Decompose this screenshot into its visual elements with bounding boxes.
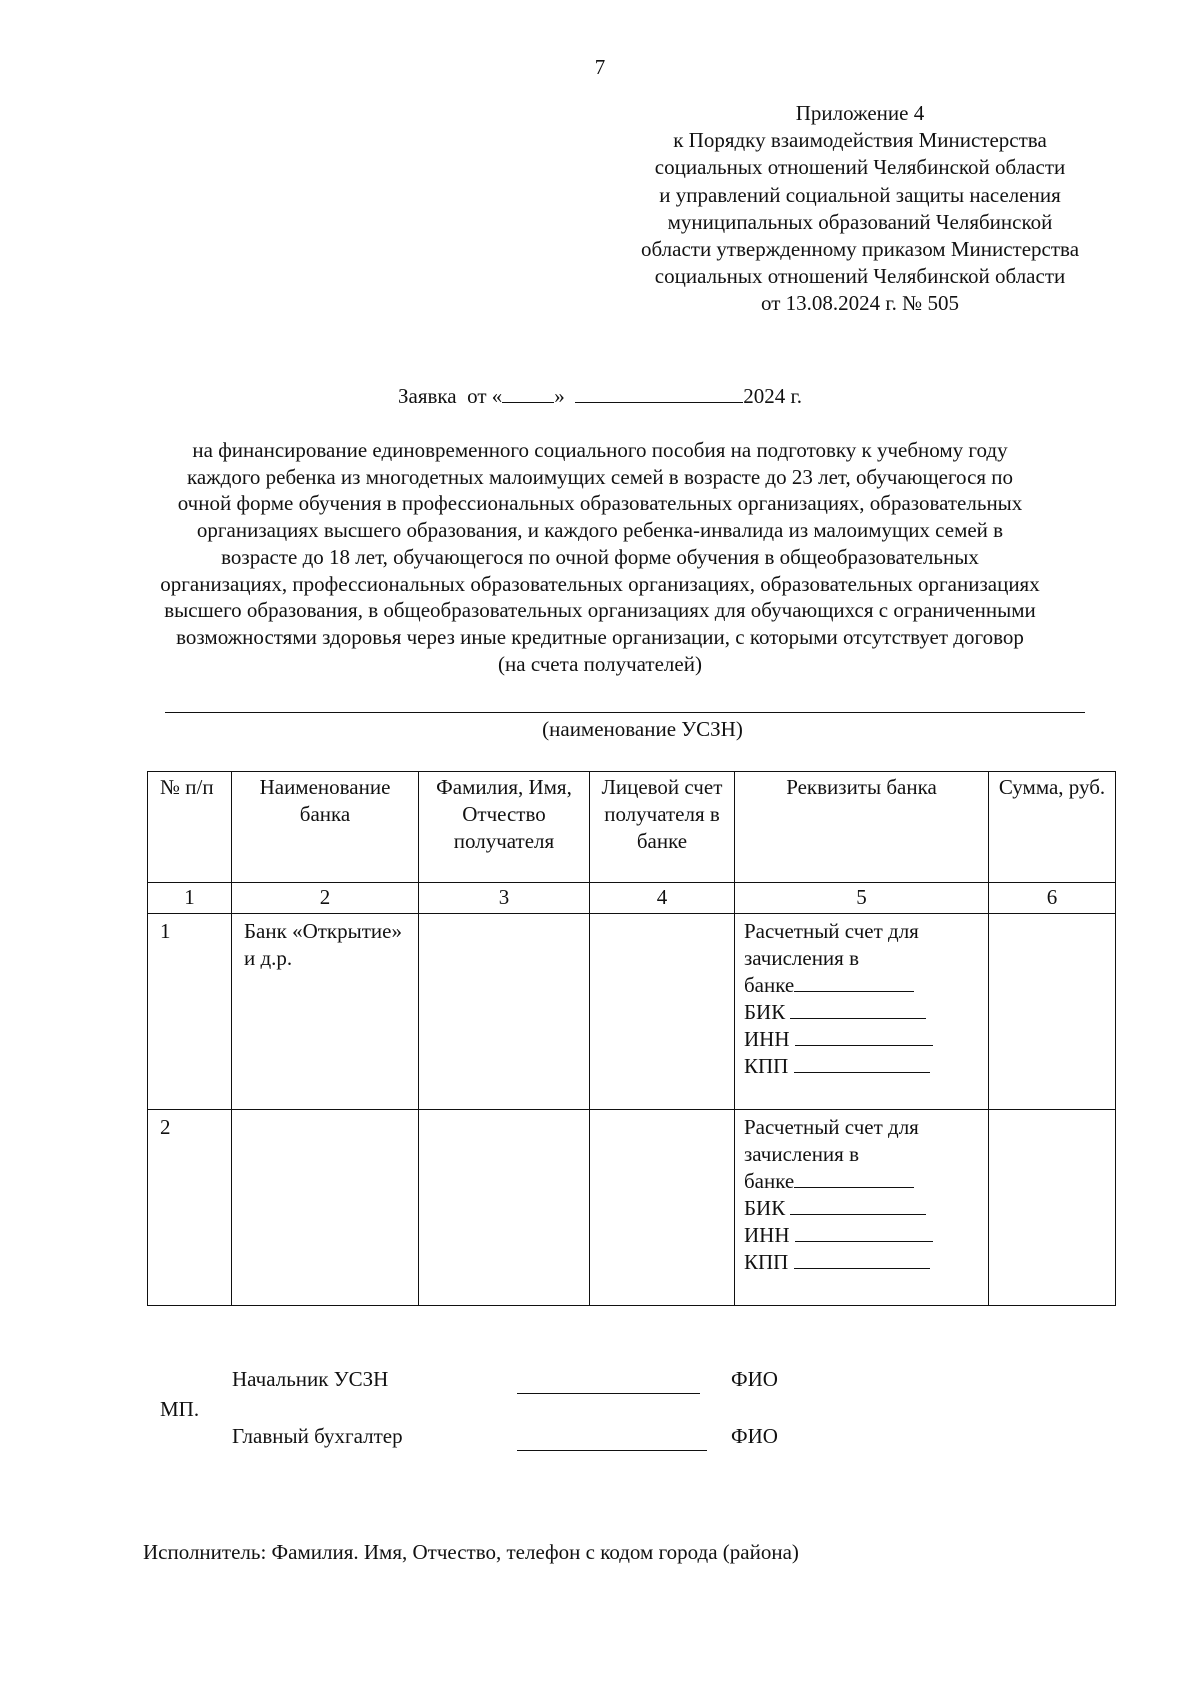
appendix-line: от 13.08.2024 г. № 505 <box>761 291 959 316</box>
month-blank <box>575 383 743 403</box>
req-kpp-line <box>744 1249 982 1276</box>
column-number-row <box>148 883 1116 914</box>
row-fio <box>419 914 590 1110</box>
header-bank: Наименование банка <box>232 772 419 883</box>
appendix-header <box>590 100 1130 318</box>
request-mid: » <box>554 384 576 408</box>
column-number: 1 <box>148 883 232 914</box>
row-bank <box>232 1110 419 1306</box>
column-number: 2 <box>232 883 419 914</box>
row-num: 2 <box>148 1110 232 1306</box>
appendix-line: области утвержденному приказом Министерства <box>640 237 1080 262</box>
appendix-line: социальных отношений Челябинской области <box>654 264 1066 289</box>
column-number: 6 <box>989 883 1116 914</box>
accountant-fio: ФИО <box>731 1424 778 1448</box>
stamp-label: МП. <box>160 1397 200 1421</box>
bik-blank <box>790 999 926 1019</box>
org-name-line <box>165 712 1085 713</box>
purpose-text: на финансирование единовременного социального пособия на подготовку к учебному году каждого ребенка из многодетных малоимущих семей в возрасте до 23 лет, обучающегося по очной форме обучения в профессиональных образовательных организациях, образовательных организациях высшего образования, и каждого ребенка-инвалида из малоимущих семей в возрасте до 18 лет, обучающегося по очной форме обучения в общеобразовательных организациях, профессиональных образовательных организациях, образовательных организациях высшего образования, в общеобразовательных организациях для обучающихся с ограниченными возможностями здоровья через иные кредитные организации, с которыми отсутствует договор (на счета получателей) <box>160 438 1040 676</box>
column-number: 4 <box>590 883 735 914</box>
head-signature-line <box>517 1393 700 1394</box>
req-account-line: Расчетный счет для <box>744 1115 919 1139</box>
row-account <box>590 914 735 1110</box>
req-bank-label: банке <box>744 1169 795 1193</box>
req-bik-line <box>744 1195 982 1222</box>
inn-label: ИНН <box>744 1223 790 1247</box>
header-num: № п/п <box>148 772 232 883</box>
req-account-line: Расчетный счет для <box>744 919 919 943</box>
inn-label: ИНН <box>744 1027 790 1051</box>
row-num: 1 <box>148 914 232 1110</box>
accountant-label: Главный бухгалтер <box>232 1424 403 1448</box>
table-row <box>148 914 1116 1110</box>
header-account: Лицевой счет получателя в банке <box>590 772 735 883</box>
head-fio: ФИО <box>731 1367 778 1391</box>
row-account <box>590 1110 735 1306</box>
page-number: 7 <box>594 55 606 79</box>
appendix-line: муниципальных образований Челябинской <box>667 209 1053 234</box>
row-fio <box>419 1110 590 1306</box>
bik-blank <box>790 1195 926 1215</box>
req-bank-blank <box>794 972 914 992</box>
request-title <box>0 383 1200 409</box>
req-bank-line <box>744 1168 982 1195</box>
request-prefix: Заявка от « <box>397 384 503 408</box>
inn-blank <box>795 1222 933 1242</box>
kpp-blank <box>794 1053 930 1073</box>
req-kpp-line <box>744 1053 982 1080</box>
kpp-label: КПП <box>744 1054 789 1078</box>
row-requisites <box>735 914 989 1110</box>
kpp-blank <box>794 1249 930 1269</box>
req-inn-line <box>744 1222 982 1249</box>
header-requisites: Реквизиты банка <box>735 772 989 883</box>
accountant-signature-line <box>517 1450 707 1451</box>
column-number: 5 <box>735 883 989 914</box>
header-sum: Сумма, руб. <box>989 772 1116 883</box>
req-bank-line <box>744 972 982 999</box>
head-label: Начальник УСЗН <box>232 1367 389 1391</box>
appendix-line: Приложение 4 <box>795 101 925 125</box>
req-bik-line <box>744 999 982 1026</box>
payments-table <box>147 771 1116 1306</box>
kpp-label: КПП <box>744 1250 789 1274</box>
row-bank: Банк «Открытие» и д.р. <box>232 914 419 1110</box>
req-account-line: зачисления в <box>744 1142 859 1166</box>
column-number: 3 <box>419 883 590 914</box>
row-requisites <box>735 1110 989 1306</box>
table-row <box>148 1110 1116 1306</box>
row-sum <box>989 1110 1116 1306</box>
request-year: 2024 г. <box>743 384 803 408</box>
req-inn-line <box>744 1026 982 1053</box>
row-sum <box>989 914 1116 1110</box>
req-account-line: зачисления в <box>744 946 859 970</box>
req-bank-label: банке <box>744 973 795 997</box>
executor-footer: Исполнитель: Фамилия. Имя, Отчество, телефон с кодом города (района) <box>143 1540 799 1564</box>
appendix-line: социальных отношений Челябинской области <box>654 155 1066 180</box>
table-header-row <box>148 772 1116 883</box>
appendix-line: к Порядку взаимодействия Министерства <box>673 128 1047 153</box>
header-fio: Фамилия, Имя, Отчество получателя <box>419 772 590 883</box>
bik-label: БИК <box>744 1000 786 1024</box>
appendix-line: и управлений социальной защиты населения <box>659 182 1061 207</box>
inn-blank <box>795 1026 933 1046</box>
bik-label: БИК <box>744 1196 786 1220</box>
req-bank-blank <box>794 1168 914 1188</box>
day-blank <box>502 383 554 403</box>
org-caption: (наименование УСЗН) <box>542 717 743 741</box>
